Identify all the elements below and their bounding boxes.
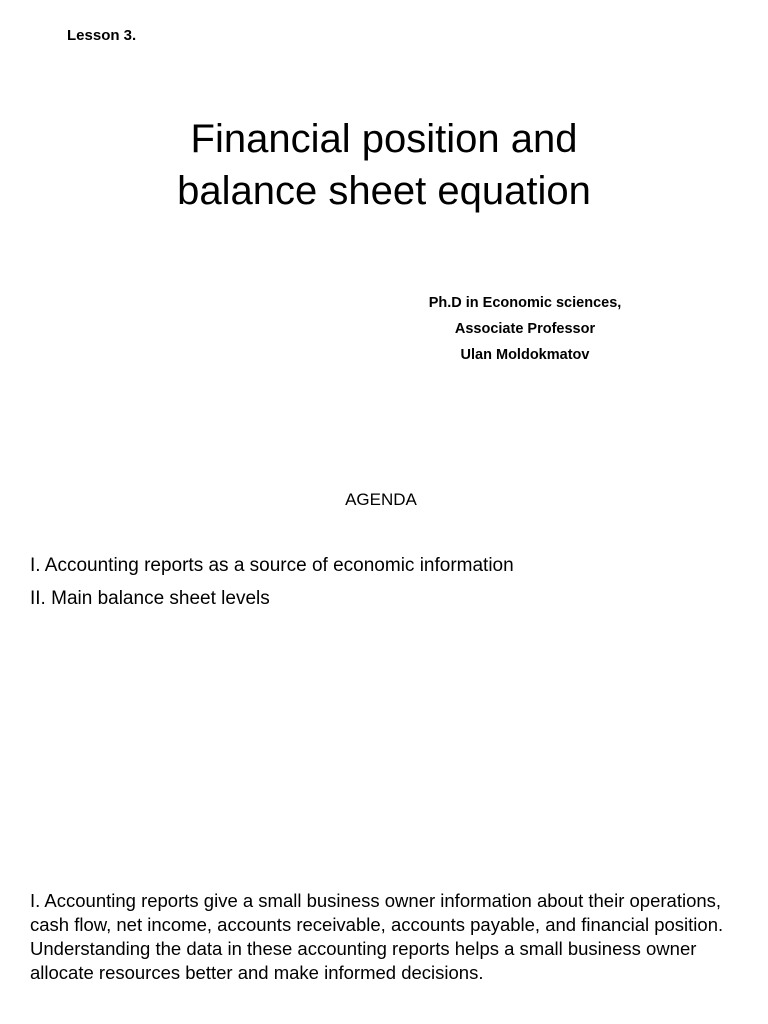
- title-line-2: balance sheet equation: [177, 169, 591, 213]
- lesson-label: Lesson 3.: [67, 27, 137, 44]
- body-paragraph: I. Accounting reports give a small business owner information about their operations, cash flow, net income, accounts receivable, accounts payable, and financial position. Understanding the data in these accounting reports helps a small business owner allocate resources better and make informed decisions.: [30, 890, 724, 983]
- agenda-list: [30, 553, 514, 619]
- author-block: [380, 290, 670, 368]
- agenda-item: I. Accounting reports as a source of economic information: [30, 555, 514, 576]
- agenda-heading: AGENDA: [345, 490, 417, 509]
- agenda-item: II. Main balance sheet levels: [30, 588, 270, 609]
- author-name: Ulan Moldokmatov: [460, 347, 590, 363]
- author-position: Associate Professor: [454, 321, 596, 337]
- document-title: [0, 113, 768, 217]
- title-line-1: Financial position and: [190, 117, 578, 161]
- author-degree: Ph.D in Economic sciences,: [428, 295, 622, 311]
